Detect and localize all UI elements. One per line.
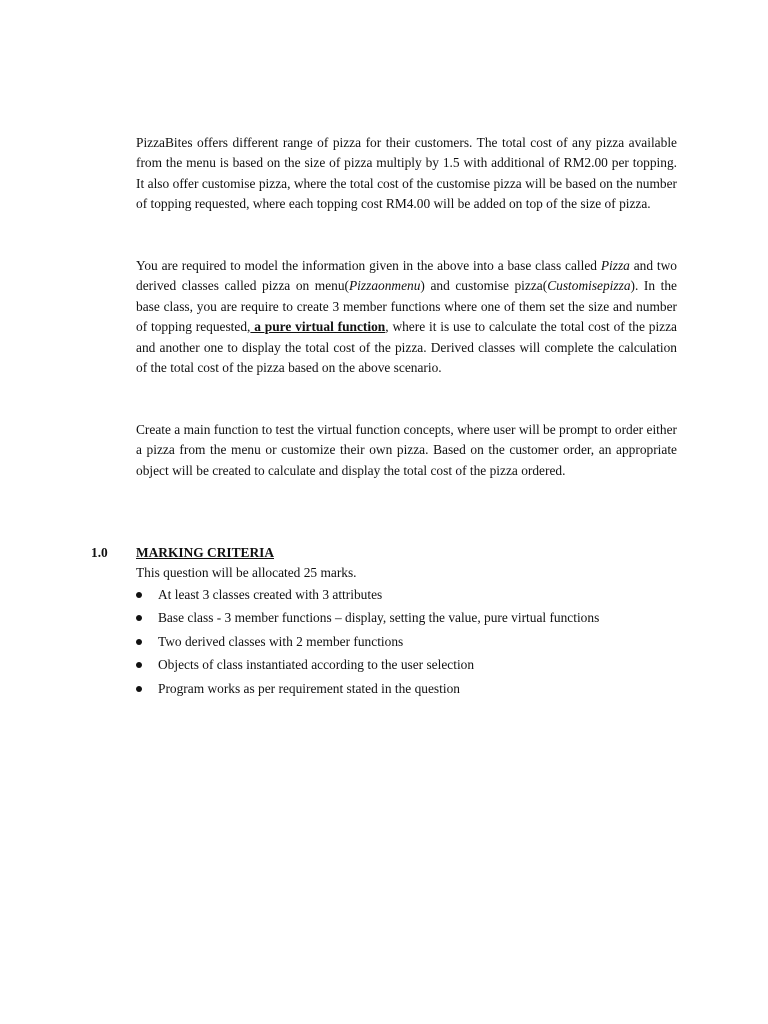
class-name-customisepizza: Customisepizza [547,278,631,294]
list-item-text: At least 3 classes created with 3 attributes [158,587,383,602]
bullet-icon [136,639,142,645]
pure-virtual-emphasis: a pure virtual function [250,319,386,335]
bullet-icon [136,662,142,668]
list-item-text: Two derived classes with 2 member functions [158,633,404,649]
list-item-text: Base class - 3 member functions – display, setting the value, pure virtual functions [158,610,600,626]
p2-text-1: You are required to model the information given in the above into a base class called [136,258,601,273]
p2-text-5: , where it is use to calculate the total cost of the pizza and another one to display the total cost of the pizza. Derived classes will complete the calculation of the total cost of the pizza based on the above scenario. [136,319,677,376]
class-name-pizza: Pizza [600,258,630,273]
section-number: 1.0 [91,545,108,560]
p2-text-3: ) and customise pizza( [420,278,548,294]
p2-text-2: and two derived classes called pizza on menu( [136,258,677,294]
list-item-text: Objects of class instantiated according to the user selection [158,657,475,673]
list-item [136,679,599,702]
bullet-icon [136,686,142,692]
paragraph-requirements [136,256,677,378]
list-item [136,655,599,678]
paragraph-main-function: Create a main function to test the virtual function concepts, where user will be prompt to order either a pizza from the menu or customize their own pizza. Based on the customer order, an appropriate object will be created to calculate and display the total cost of the pizza ordered. [136,422,677,478]
p2-text-4: ). In the base class, you are require to create 3 member functions where one of them set the size and number of topping requested, [136,278,677,335]
bullet-icon [136,592,142,598]
section-title: MARKING CRITERIA [136,545,275,560]
criteria-list [136,585,599,702]
list-item [136,608,599,631]
list-item [136,632,599,655]
paragraph-intro: PizzaBites offers different range of pizza for their customers. The total cost of any pizza available from the menu is based on the size of pizza multiply by 1.5 with additional of RM2.00 per topping. It also offer customise pizza, where the total cost of the customise pizza will be based on the number of topping requested, where each topping cost RM4.00 will be added on top of the size of pizza. [136,135,677,212]
class-name-pizzaonmenu: Pizzaonmenu [349,278,421,294]
list-item [136,585,599,608]
list-item-text: Program works as per requirement stated in the question [158,680,460,696]
section-intro: This question will be allocated 25 marks. [136,565,357,580]
bullet-icon [136,615,142,621]
